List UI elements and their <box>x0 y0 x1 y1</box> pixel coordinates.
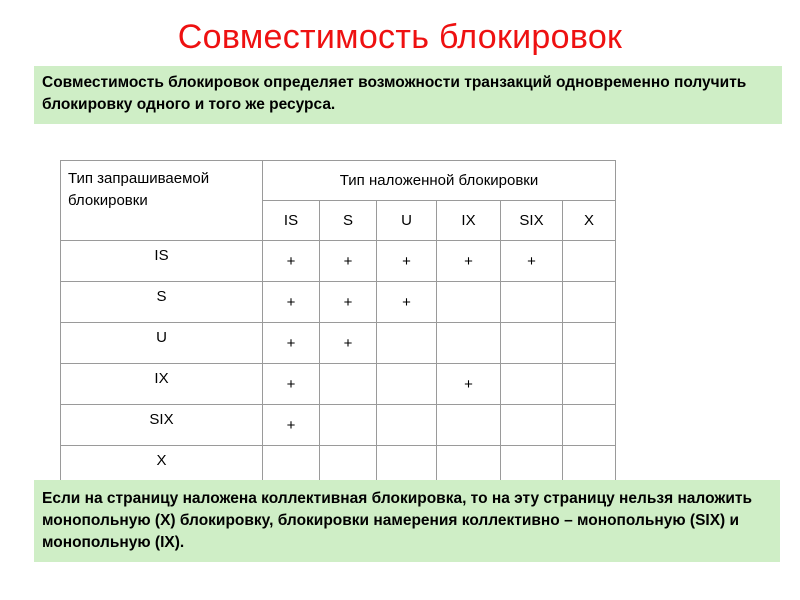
compat-cell <box>563 282 616 323</box>
compat-cell <box>563 241 616 282</box>
compat-cell <box>437 323 501 364</box>
row-header: X <box>61 446 263 487</box>
footnote: Если на страницу наложена коллективная блокировка, то на эту страницу нельзя наложить монопольную (X) блокировку, блокировки намерения коллективно – монопольную (SIX) и монопольную (IX). <box>34 480 780 562</box>
applied-lock-header: Тип наложенной блокировки <box>263 161 616 201</box>
compat-cell <box>377 364 437 405</box>
intro-note: Совместимость блокировок определяет возможности транзакций одновременно получить блокировку одного и того же ресурса. <box>34 66 782 124</box>
row-header: IX <box>61 364 263 405</box>
table-header-row <box>61 161 616 201</box>
compat-cell <box>437 405 501 446</box>
compat-cell: + <box>263 323 320 364</box>
compat-cell <box>563 323 616 364</box>
compat-cell <box>377 323 437 364</box>
row-header: U <box>61 323 263 364</box>
table-row <box>61 241 616 282</box>
compat-cell <box>501 282 563 323</box>
compat-cell: + <box>263 405 320 446</box>
column-header: IS <box>263 201 320 241</box>
compatibility-table <box>60 160 616 487</box>
row-header: S <box>61 282 263 323</box>
compat-cell: + <box>263 241 320 282</box>
compat-cell: + <box>320 241 377 282</box>
compat-cell: + <box>437 364 501 405</box>
compat-cell: + <box>501 241 563 282</box>
compat-cell <box>563 364 616 405</box>
compat-cell: + <box>377 282 437 323</box>
compat-cell: + <box>437 241 501 282</box>
table-row <box>61 405 616 446</box>
row-header: SIX <box>61 405 263 446</box>
column-header: IX <box>437 201 501 241</box>
requested-lock-header: Тип запрашиваемой блокировки <box>61 161 263 241</box>
compat-cell: + <box>377 241 437 282</box>
column-header: S <box>320 201 377 241</box>
compat-cell: + <box>263 282 320 323</box>
table-row <box>61 323 616 364</box>
compat-cell: + <box>320 282 377 323</box>
compat-cell <box>501 364 563 405</box>
compat-cell <box>320 405 377 446</box>
compat-cell: + <box>320 323 377 364</box>
compat-cell <box>437 282 501 323</box>
table-row <box>61 364 616 405</box>
page-title: Совместимость блокировок <box>177 18 623 56</box>
column-header: SIX <box>501 201 563 241</box>
column-header: U <box>377 201 437 241</box>
row-header: IS <box>61 241 263 282</box>
compat-cell <box>377 405 437 446</box>
compat-cell <box>501 323 563 364</box>
column-header: X <box>563 201 616 241</box>
table-row <box>61 282 616 323</box>
compat-cell <box>320 364 377 405</box>
compat-cell <box>501 405 563 446</box>
compat-cell <box>563 405 616 446</box>
compat-cell: + <box>263 364 320 405</box>
